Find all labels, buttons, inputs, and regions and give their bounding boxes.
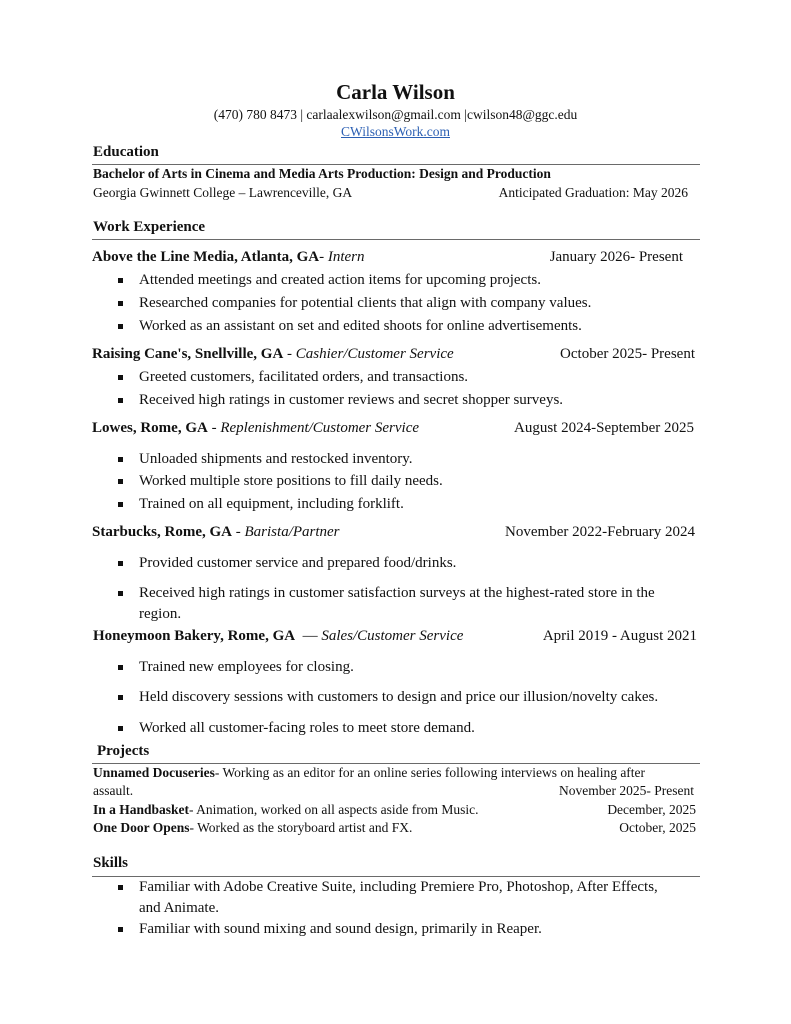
project-description-continuation: assault. — [93, 783, 134, 798]
project-line — [93, 802, 479, 818]
job-title-line — [93, 628, 463, 645]
project-date: October, 2025 — [619, 820, 696, 835]
list-item-text: Attended meetings and created action items for upcoming projects. — [139, 272, 541, 288]
education-heading: Education — [93, 144, 159, 160]
contact-line: (470) 780 8473 | carlaalexwilson@gmail.com |cwilson48@ggc.edu — [213, 107, 578, 122]
list-item-text: Researched companies for potential clients that align with company values. — [139, 295, 592, 311]
bullet-marker — [118, 502, 123, 507]
list-item-continuation: region. — [139, 606, 182, 622]
project-name: Unnamed Docuseries — [93, 765, 215, 780]
list-item-text: Familiar with Adobe Creative Suite, including Premiere Pro, Photoshop, After Effects, — [139, 879, 658, 895]
list-item-text: Trained on all equipment, including forklift. — [139, 496, 404, 512]
skills-divider — [92, 876, 700, 877]
job-role: Sales/Customer Service — [321, 628, 464, 644]
project-description: - Working as an editor for an online series following interviews on healing after — [214, 765, 646, 780]
project-date: November 2025- Present — [559, 783, 694, 798]
school-name: Georgia Gwinnett College – Lawrenceville, GA — [93, 185, 353, 200]
list-item-text: Received high ratings in customer satisfaction surveys at the highest-rated store in the — [139, 585, 655, 601]
bullet-marker — [118, 278, 123, 283]
bullet-marker — [118, 457, 123, 462]
bullet-marker — [118, 479, 123, 484]
job-employer: Starbucks, Rome, GA — [92, 524, 233, 540]
bullet-marker — [118, 375, 123, 380]
work-experience-heading: Work Experience — [93, 219, 206, 235]
job-employer: Lowes, Rome, GA — [92, 420, 208, 436]
bullet-marker — [118, 301, 123, 306]
job-dates: April 2019 - August 2021 — [542, 628, 697, 644]
list-item-text: Trained new employees for closing. — [139, 659, 354, 675]
list-item-text: Worked multiple store positions to fill daily needs. — [139, 473, 443, 489]
job-title-line — [92, 420, 419, 437]
bullet-marker — [118, 324, 123, 329]
resume-name: Carla Wilson — [336, 80, 455, 104]
projects-divider — [92, 763, 700, 764]
job-separator: - — [283, 346, 296, 362]
bullet-marker — [118, 726, 123, 731]
project-line — [93, 765, 645, 781]
job-dates: November 2022-February 2024 — [505, 524, 695, 540]
bullet-marker — [118, 885, 123, 890]
project-name: In a Handbasket — [93, 802, 190, 817]
degree-title: Bachelor of Arts in Cinema and Media Arts Production: Design and Production — [93, 166, 551, 181]
job-role: Intern — [327, 249, 365, 265]
bullet-marker — [118, 695, 123, 700]
job-dates: January 2026- Present — [549, 249, 683, 265]
project-description: - Animation, worked on all aspects aside from Music. — [189, 802, 479, 817]
job-separator: - — [207, 420, 221, 436]
job-employer: Honeymoon Bakery, Rome, GA — [93, 628, 296, 644]
bullet-marker — [118, 665, 123, 670]
bullet-marker — [118, 591, 123, 596]
project-description: - Worked as the storyboard artist and FX. — [189, 820, 413, 835]
list-item-text: Greeted customers, facilitated orders, and transactions. — [139, 369, 469, 385]
project-name: One Door Opens — [93, 820, 190, 835]
list-item-continuation: and Animate. — [139, 900, 219, 916]
job-title-line — [92, 249, 365, 266]
projects-heading: Projects — [97, 743, 150, 759]
skills-heading: Skills — [93, 855, 129, 871]
education-divider — [92, 164, 700, 165]
job-dates: August 2024-September 2025 — [514, 420, 694, 436]
bullet-marker — [118, 927, 123, 932]
job-separator: - — [319, 249, 328, 265]
list-item-text: Held discovery sessions with customers to design and price our illusion/novelty cakes. — [139, 689, 659, 705]
job-dates: October 2025- Present — [560, 346, 695, 362]
project-line — [93, 820, 412, 836]
job-separator: - — [232, 524, 245, 540]
list-item-text: Worked all customer-facing roles to meet store demand. — [139, 720, 475, 736]
job-employer: Raising Cane's, Snellville, GA — [92, 346, 284, 362]
list-item-text: Worked as an assistant on set and edited shoots for online advertisements. — [139, 318, 582, 334]
job-title-line — [92, 524, 340, 541]
list-item-text: Unloaded shipments and restocked inventory. — [139, 451, 413, 467]
list-item-text: Provided customer service and prepared food/drinks. — [139, 555, 457, 571]
bullet-marker — [118, 561, 123, 566]
job-employer: Above the Line Media, Atlanta, GA — [92, 249, 320, 265]
work-divider — [92, 239, 700, 240]
portfolio-link[interactable]: CWilsonsWork.com — [341, 124, 450, 139]
job-role: Cashier/Customer Service — [295, 346, 454, 362]
job-role: Replenishment/Customer Service — [220, 420, 420, 436]
job-title-line — [92, 346, 454, 363]
project-date: December, 2025 — [607, 802, 696, 817]
graduation-date: Anticipated Graduation: May 2026 — [498, 185, 688, 200]
job-separator: — — [295, 628, 322, 644]
bullet-marker — [118, 398, 123, 403]
list-item-text: Received high ratings in customer reviews and secret shopper surveys. — [139, 392, 564, 408]
list-item-text: Familiar with sound mixing and sound design, primarily in Reaper. — [139, 921, 542, 937]
job-role: Barista/Partner — [244, 524, 340, 540]
